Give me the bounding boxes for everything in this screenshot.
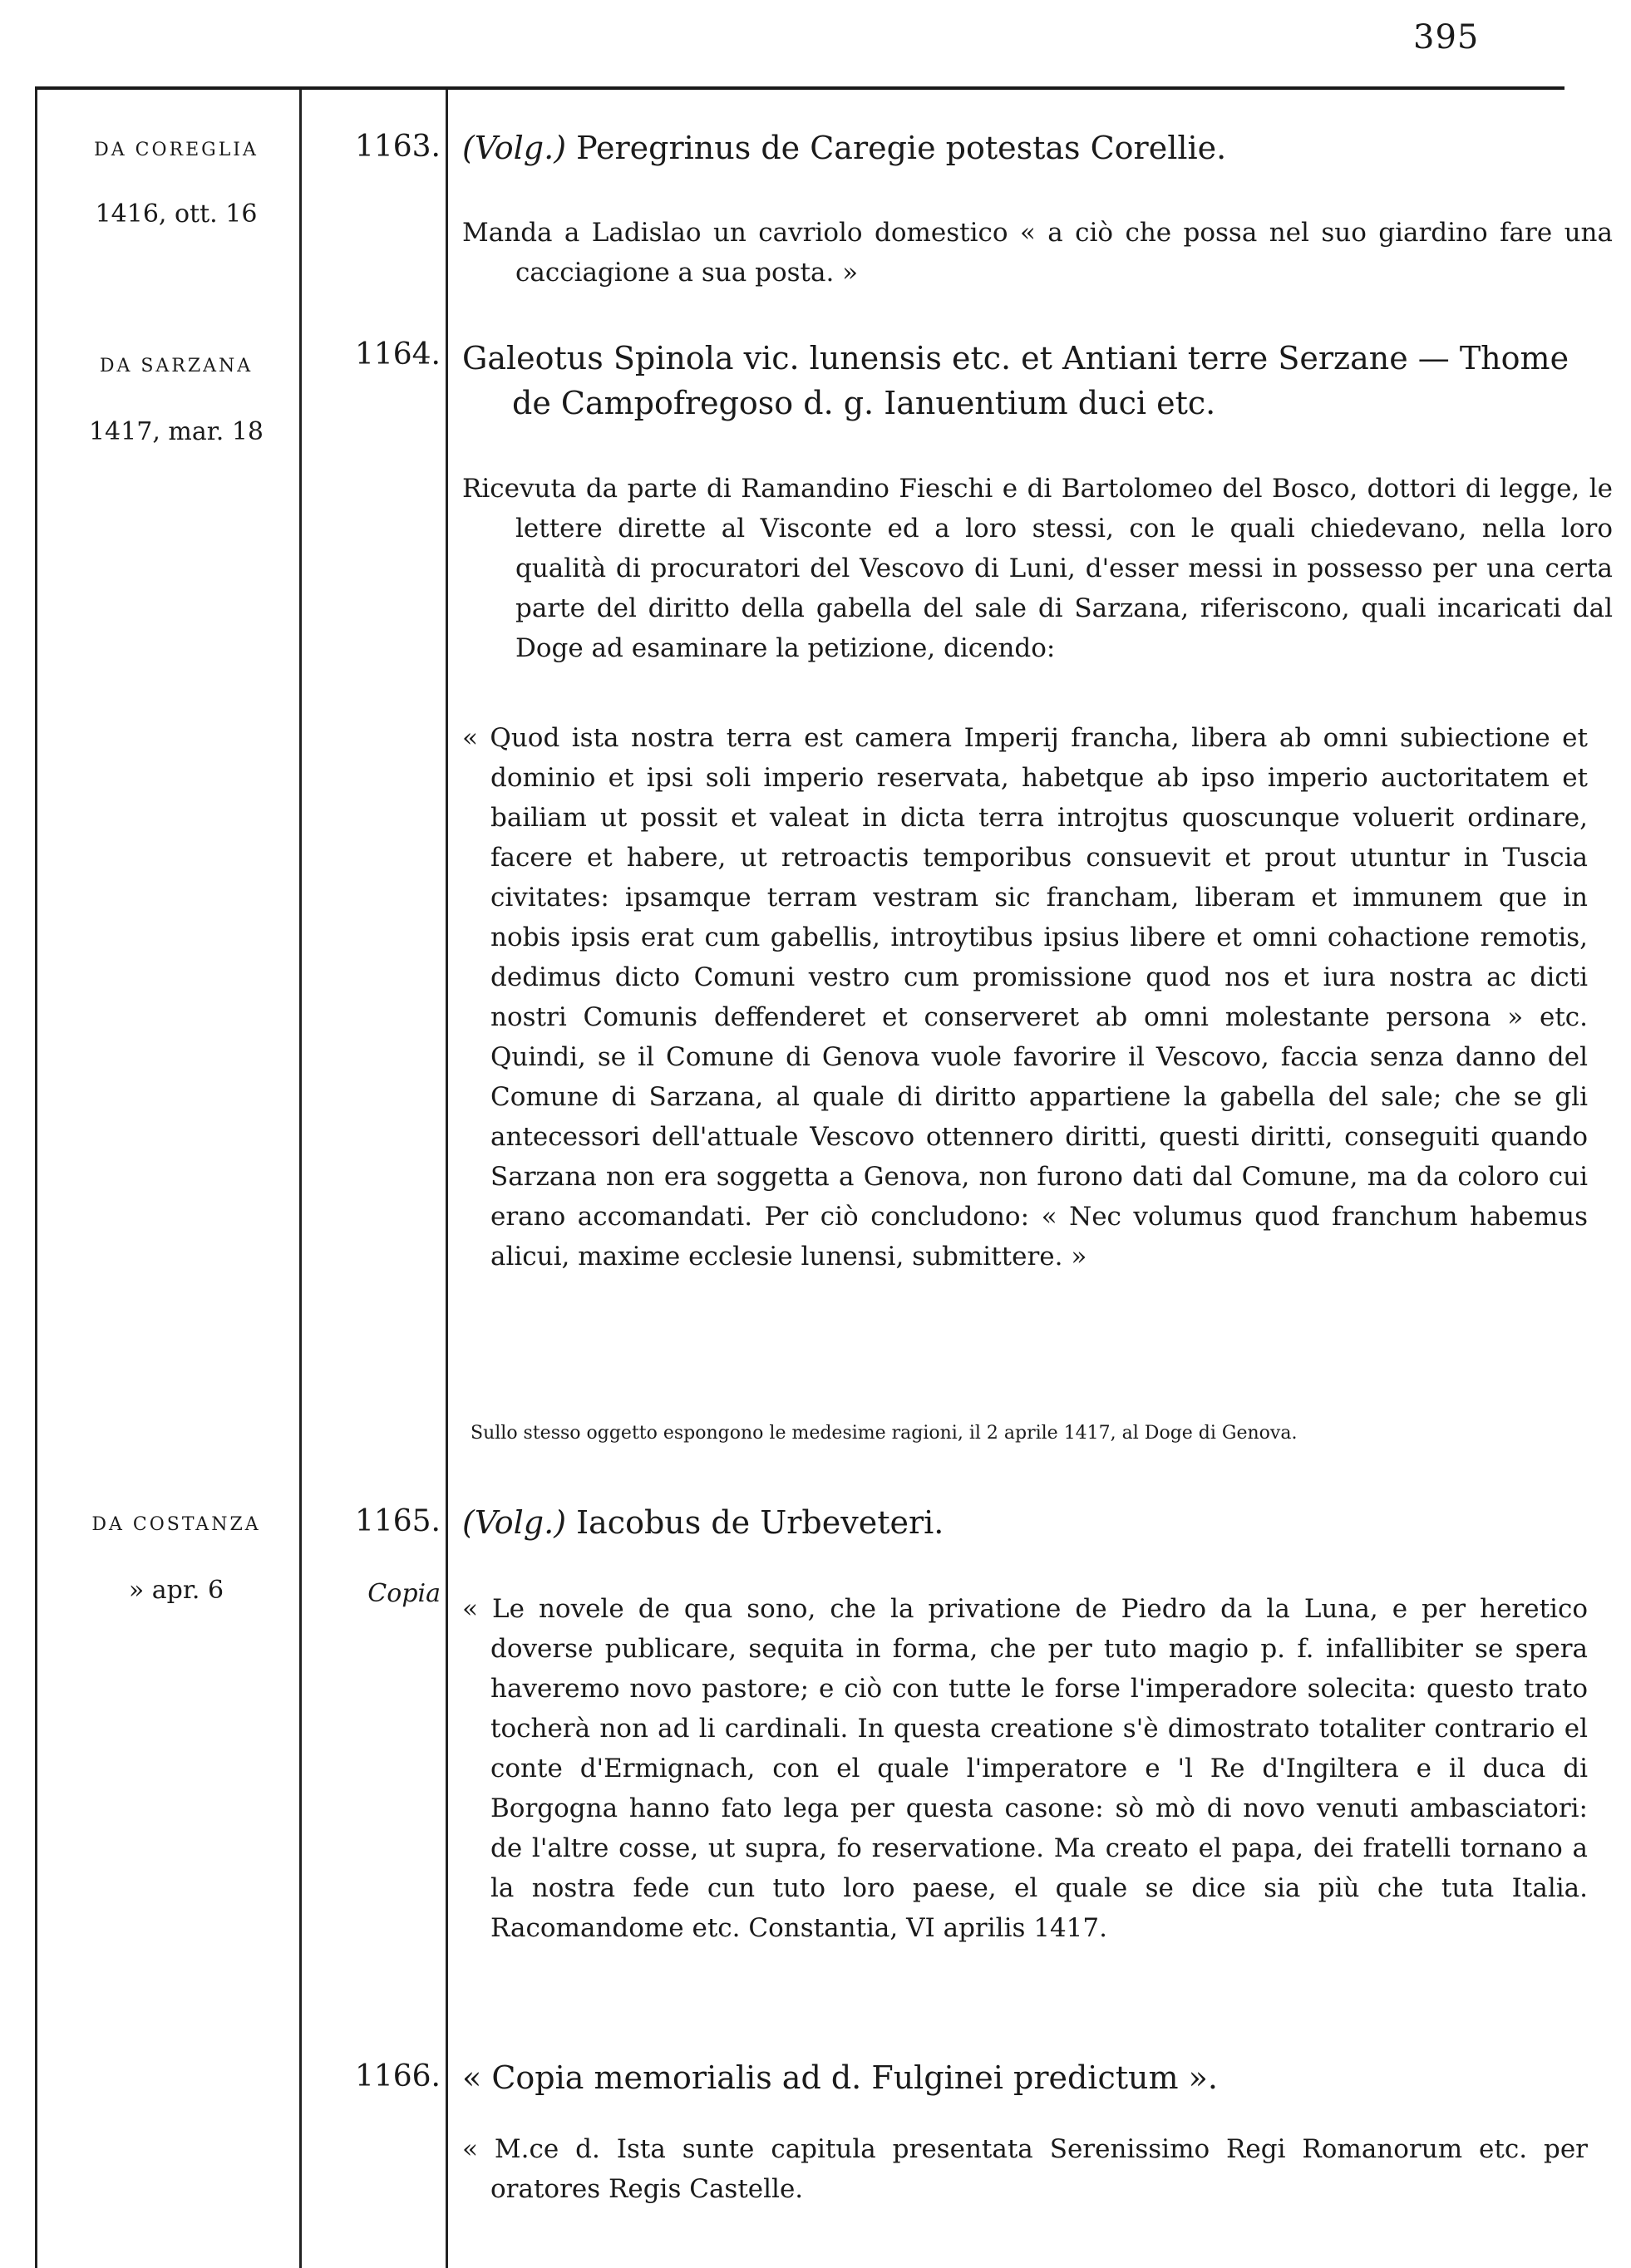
entry-date: » apr. 6 xyxy=(128,1576,224,1605)
entry-note: Sullo stesso oggetto espongono le medesime ragioni, il 2 aprile 1417, al Doge di Genova. xyxy=(471,1423,1298,1444)
entry-quote: « Quod ista nostra terra est camera Imperij francha, libera ab omni subiectione et dominio et ipsi soli imperio reservata, habetque ab ipso imperio auctoritatem et bailiam ut possit et valeat in dicta terra introjtus quoscunque voluerit ordinare, facere et habere, ut retroactis temporibus consuevit et prout utuntur in Tuscia civitates: ipsamque terram vestram sic francham, liberam et immunem que in nobis ipsis erat cum gabellis, introytibus ipsius libere et omni cohactione remotis, dedimus dicto Comuni vestro cum promissione quod nos et iura nostra ac dicti nostri Comunis deffenderet et conserveret ab omni molestante persona » etc. Quindi, se il Comune di Genova vuole favorire il Vescovo, faccia senza danno del Comune di Sarzana, al quale di diritto appartiene la gabella del sale; che se gli antecessori dell'attuale Vescovo ottennero diritti, questi diritti, conseguiti quando Sarzana non era soggetta a Genova, non furono dati dal Comune, ma da coloro cui erano accomandati. Per ciò concludono: « Nec volumus quod franchum habemus alicui, maxime ecclesie lunensi, submittere. » xyxy=(462,723,1588,1272)
entry-number: 1163. xyxy=(354,130,441,164)
header-rule xyxy=(35,86,1564,90)
entry-heading xyxy=(462,1504,944,1541)
entry-number: 1165. xyxy=(354,1504,441,1538)
entry-date: 1416, ott. 16 xyxy=(95,199,258,229)
volgare-label: (Volg.) xyxy=(462,1504,567,1541)
entry-heading: « Copia memorialis ad d. Fulginei predictum ». xyxy=(462,2059,1218,2096)
copia-label: Copia xyxy=(367,1579,441,1608)
entry-date: 1417, mar. 18 xyxy=(88,417,264,446)
entry-heading: Galeotus Spinola vic. lunensis etc. et Antiani terre Serzane — Thome de Campofregoso d. g. Ianuentium duci etc. xyxy=(462,340,1569,421)
page-number: 395 xyxy=(1413,18,1480,57)
column-rule-right xyxy=(446,90,448,2268)
column-rule-middle xyxy=(299,90,302,2268)
entry-body: Ricevuta da parte di Ramandino Fieschi e di Bartolomeo del Bosco, dottori di legge, le lettere dirette al Visconte ed a loro stessi, con le quali chiedevano, nella loro qualità di procuratori del Vescovo di Luni, d'esser messi in possesso per una certa parte del diritto della gabella del sale di Sarzana, riferiscono, quali incaricati dal Doge ad esaminare la petizione, dicendo: xyxy=(462,474,1613,663)
entry-heading xyxy=(462,130,1226,166)
volgare-label: (Volg.) xyxy=(462,130,567,166)
entry-place: DA SARZANA xyxy=(99,356,254,376)
entry-place: DA COREGLIA xyxy=(94,140,259,160)
entry-body: Manda a Ladislao un cavriolo domestico « a ciò che possa nel suo giardino fare una cacciagione a sua posta. » xyxy=(462,218,1613,288)
entry-number: 1164. xyxy=(354,337,441,371)
entry-number: 1166. xyxy=(354,2059,441,2093)
entry-body: « Le novele de qua sono, che la privatione de Piedro da la Luna, e per heretico doverse publicare, sequita in forma, che per tuto magio p. f. infallibiter se spera haveremo novo pastore; e ciò con tutte le forse l'imperadore solecita: questo trato tocherà non ad li cardinali. In questa creatione s'è dimostrato totaliter contrario el conte d'Ermignach, con el quale l'imperatore e 'l Re d'Ingiltera e il duca di Borgogna hanno fato lega per questa casone: sò mò di novo venuti ambasciatori: de l'altre cosse, ut supra, fo reservatione. Ma creato el papa, dei fratelli tornano a la nostra fede cun tuto loro paese, el quale se dice sia più che tuta Italia. Racomandome etc. Constantia, VI aprilis 1417. xyxy=(462,1594,1588,1943)
entry-heading-text: Iacobus de Urbeveteri. xyxy=(576,1504,944,1541)
entry-body: « M.ce d. Ista sunte capitula presentata Serenissimo Regi Romanorum etc. per oratores Regis Castelle. xyxy=(462,2134,1588,2204)
column-rule-left xyxy=(35,90,37,2268)
entry-heading-text: Peregrinus de Caregie potestas Corellie. xyxy=(576,130,1227,166)
entry-place: DA COSTANZA xyxy=(91,1514,261,1535)
